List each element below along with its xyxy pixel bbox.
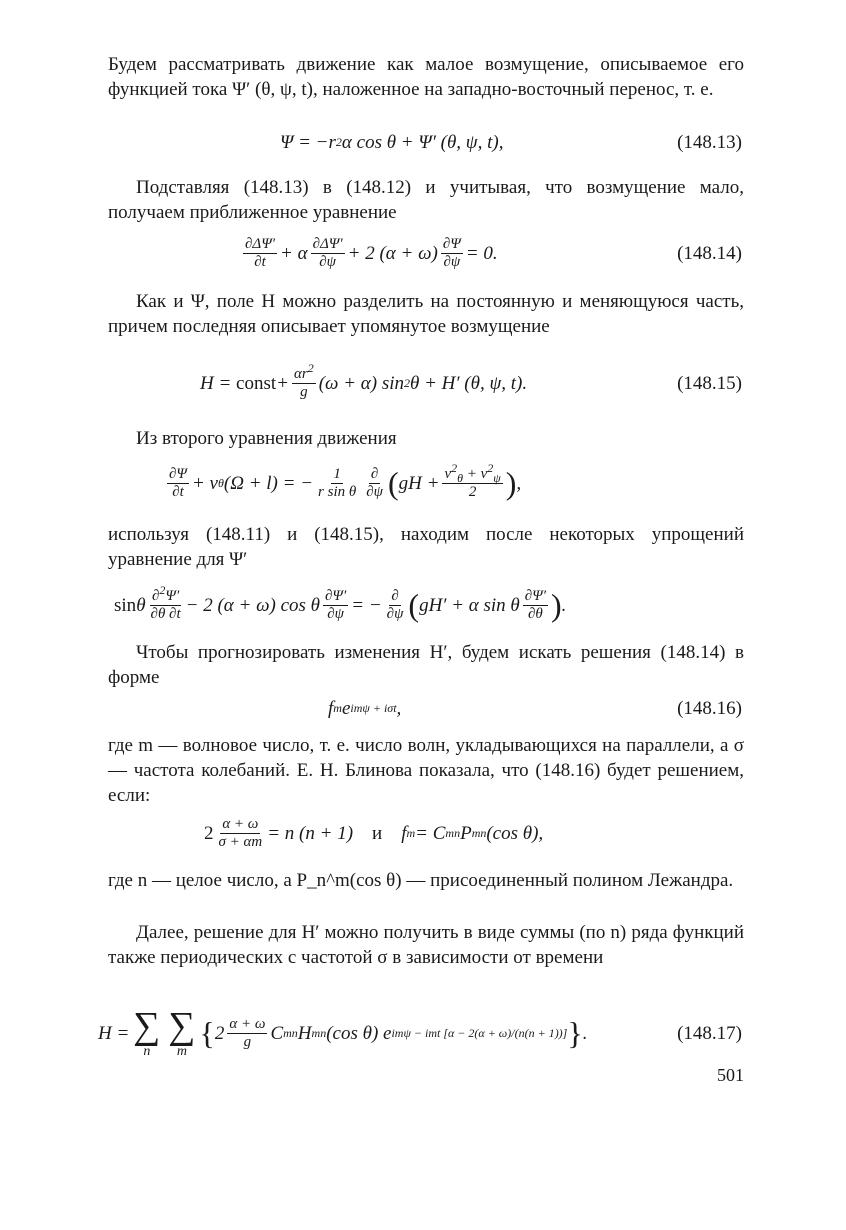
equation-psi-prime [108,580,744,630]
paragraph-3: Как и Ψ, поле H можно разделить на постоянную и меняющуюся часть, причем последняя описывает упомянутое возмущение [108,291,744,337]
equation-number: (148.15) [677,372,742,394]
equation-body: f m e imψ + iσt , [328,697,402,719]
equation-148-14 [108,230,744,276]
equation-number: (148.16) [677,697,742,719]
equation-motion [108,458,744,508]
paragraph-7: где m — волновое число, т. е. число волн, укладывающихся на параллели, а σ — частота колебаний. Е. Н. Блинова показала, что (148.16) будет решением, если: [108,735,744,806]
paragraph-6: Чтобы прогнозировать изменения H′, будем искать решения (148.14) в форме [108,642,744,688]
equation-number: (148.17) [677,1022,742,1044]
equation-conditions [108,810,744,856]
equation-body: sin θ $\frac{\partial^2\Psi'}{\partial\theta \partial t}$ − 2 (α + ω) cos θ $\frac{\partial\Psi'}{\partial\psi}$ = − $\frac{\partial}{\partial\psi}$ ( gH′ + α sin θ $\frac{\partial\Psi'}{\partial\theta}$ ) . [114,582,567,623]
paragraph-1: Будем рассматривать движение как малое возмущение, описываемое его функцией тока Ψ′ (θ, ψ, t), наложенное на западно-восточный перенос, т. е. [108,54,744,100]
equation-148-16 [108,688,744,728]
equation-148-17 [98,1000,744,1066]
page-number: 501 [717,1065,744,1085]
paragraph-9: Далее, решение для H′ можно получить в виде суммы (по n) ряда функций также периодических с частотой σ в зависимости от времени [108,922,744,968]
equation-number: (148.14) [677,242,742,264]
paragraph-4: Из второго уравнения движения [136,428,397,449]
equation-body: H = const + $\frac{\alpha r^2}{g}$ (ω + α) sin 2 θ + H′ (θ, ψ, t). [200,360,528,400]
paragraph-2: Подставляя (148.13) в (148.12) и учитывая, что возмущение мало, получаем приближенное уравнение [108,177,744,223]
equation-number: (148.13) [677,131,742,153]
equation-body: Ψ = −r 2 α cos θ + Ψ′ (θ, ψ, t), [280,131,504,153]
paragraph-8: где n — целое число, а P_n^m(cos θ) — присоединенный полином Лежандра. [108,870,734,891]
equation-body: H = ∑ n ∑ m { 2 $\frac{\alpha + \omega}{g}$ C m n H m n (cos θ) e imψ − imt [α − 2(α + ω)/(n(n + 1))] } . [98,1005,588,1059]
equation-148-15 [108,360,744,406]
equation-body: 2 $\frac{\alpha + \omega}{\sigma + \alpha m}$ = n (n + 1) и f m = C m n P m n (cos θ), [204,815,544,850]
equation-body: $\frac{\partial\Psi}{\partial t}$ + v θ (Ω + l) = − $\frac{1}{\text{r sin θ}}$ $\frac{\partial}{\partial\psi}$ ( gH + $\frac{v^2_\theta + v^2_\psi}{2}$ ) , [169,460,522,501]
equation-148-13 [108,122,744,162]
paragraph-5: используя (148.11) и (148.15), находим после некоторых упрощений уравнение для Ψ′ [108,524,744,570]
equation-body: $\frac{\partial\Delta\Psi'}{\partial t}$ + α $\frac{\partial\Delta\Psi'}{\partial\psi}$ + 2 (α + ω) $\frac{\partial\Psi}{\partial\psi}$ = 0. [245,235,498,270]
